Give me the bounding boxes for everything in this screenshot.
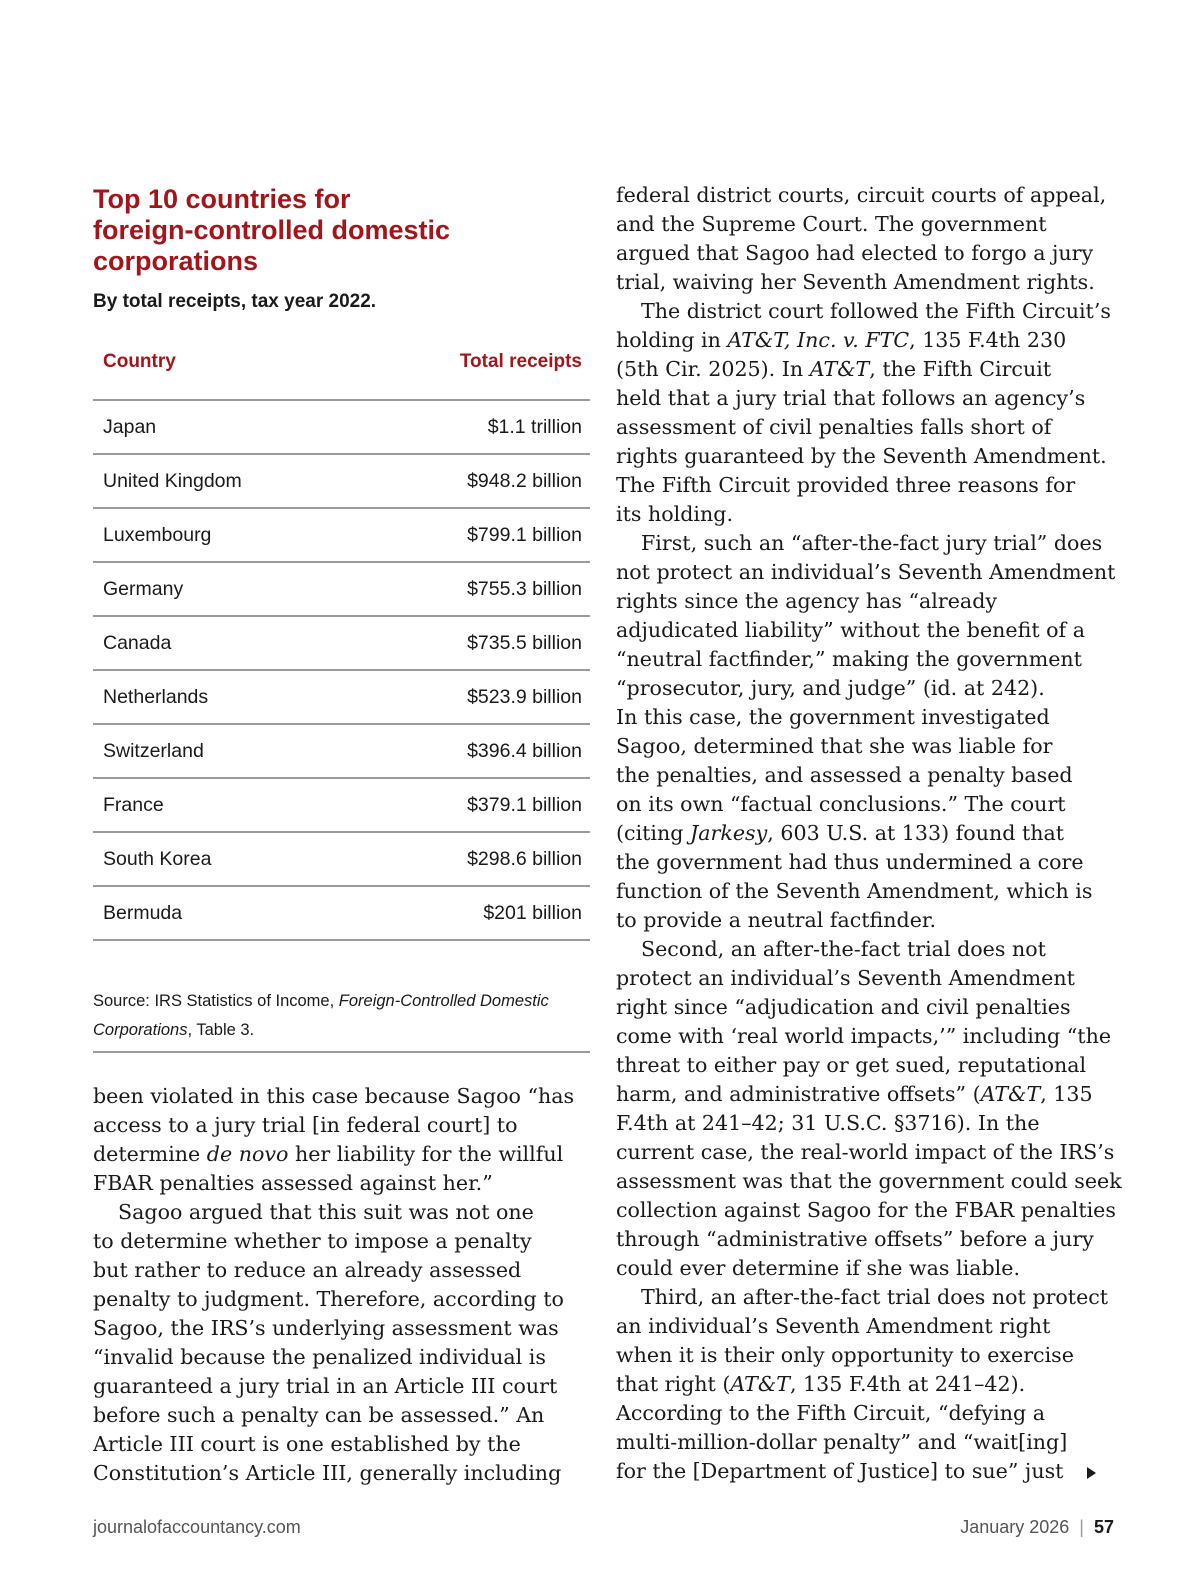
- text-line: rights since the agency has “already: [616, 589, 998, 613]
- text-line: federal district courts, circuit courts of appeal,: [616, 183, 1107, 207]
- sidebar-box: [93, 184, 590, 1053]
- receipts-cell: $948.2 billion: [355, 454, 590, 508]
- text-line: been violated in this case because Sagoo “has: [93, 1084, 575, 1108]
- text-line: The Fifth Circuit provided three reasons for: [616, 473, 1076, 497]
- table-header-row: [93, 343, 590, 400]
- text-line: Constitution’s Article III, generally including: [93, 1461, 562, 1485]
- column-header-receipts: Total receipts: [355, 343, 590, 400]
- text-line: for the [Department of Justice] to sue” just: [616, 1457, 1136, 1486]
- text-line: In this case, the government investigated: [616, 705, 1050, 729]
- text-line: on its own “factual conclusions.” The court: [616, 792, 1066, 816]
- continue-arrow-icon: [1087, 1467, 1096, 1479]
- text-line: argued that Sagoo had elected to forgo a jury: [616, 241, 1094, 265]
- footer-site-link[interactable]: journalofaccountancy.com: [93, 1517, 301, 1537]
- text-line: penalty to judgment. Therefore, according to: [93, 1287, 564, 1311]
- text-line: The district court followed the Fifth Circuit’s: [641, 299, 1111, 323]
- text-line: come with ‘real world impacts,’” including “the: [616, 1024, 1112, 1048]
- table-row: [93, 562, 590, 616]
- receipts-cell: $396.4 billion: [355, 724, 590, 778]
- source-prefix: Source: IRS Statistics of Income,: [93, 992, 339, 1010]
- footer-separator: |: [1079, 1517, 1084, 1537]
- source-title-part: Foreign-Controlled Domestic: [338, 992, 549, 1010]
- table-row: [93, 724, 590, 778]
- table-row: [93, 616, 590, 670]
- text-line: not protect an individual’s Seventh Amendment: [616, 560, 1116, 584]
- country-cell: Germany: [93, 562, 355, 616]
- country-cell: South Korea: [93, 832, 355, 886]
- text-line: Second, an after-the-fact trial does not: [641, 937, 1046, 961]
- text-line: (5th Cir. 2025). In AT&T, the Fifth Circuit: [616, 357, 1052, 381]
- text-line: First, such an “after-the-fact jury trial” does: [641, 531, 1103, 555]
- table-row: [93, 400, 590, 454]
- text-line: multi-million-dollar penalty” and “wait[ing]: [616, 1430, 1068, 1454]
- text-line: F.4th at 241–42; 31 U.S.C. §3716). In the: [616, 1111, 1040, 1135]
- text-line: Article III court is one established by the: [93, 1432, 521, 1456]
- right-column-text: [616, 181, 1136, 1486]
- text-line: function of the Seventh Amendment, which is: [616, 879, 1093, 903]
- text-line: assessment of civil penalties falls short of: [616, 415, 1052, 439]
- country-cell: France: [93, 778, 355, 832]
- sidebar-title-line: foreign-controlled domestic: [93, 215, 451, 245]
- country-cell: Japan: [93, 400, 355, 454]
- sidebar-title-line: corporations: [93, 246, 259, 276]
- country-cell: Luxembourg: [93, 508, 355, 562]
- text-line: could ever determine if she was liable.: [616, 1256, 1020, 1280]
- receipts-cell: $755.3 billion: [355, 562, 590, 616]
- receipts-cell: $523.9 billion: [355, 670, 590, 724]
- text-line: “prosecutor, jury, and judge” (id. at 242).: [616, 676, 1045, 700]
- text-line: held that a jury trial that follows an agency’s: [616, 386, 1086, 410]
- text-line: collection against Sagoo for the FBAR penalties: [616, 1198, 1116, 1222]
- text-line: harm, and administrative offsets” (AT&T, 135: [616, 1082, 1093, 1106]
- page-footer: [93, 1517, 1114, 1543]
- text-line: to determine whether to impose a penalty: [93, 1229, 532, 1253]
- text-line: to provide a neutral factfinder.: [616, 908, 937, 932]
- source-note: [93, 987, 590, 1053]
- text-line: trial, waiving her Seventh Amendment rights.: [616, 270, 1095, 294]
- text-line: before such a penalty can be assessed.” An: [93, 1403, 545, 1427]
- text-line: Sagoo, determined that she was liable for: [616, 734, 1053, 758]
- column-header-country: Country: [93, 343, 355, 400]
- text-line: Sagoo, the IRS’s underlying assessment was: [93, 1316, 559, 1340]
- footer-date-page: [960, 1517, 1114, 1538]
- country-cell: Canada: [93, 616, 355, 670]
- text-line: current case, the real-world impact of the IRS’s: [616, 1140, 1115, 1164]
- sidebar-title-line: Top 10 countries for: [93, 184, 351, 214]
- receipts-cell: $298.6 billion: [355, 832, 590, 886]
- table-row: [93, 508, 590, 562]
- text-line: “neutral factfinder,” making the government: [616, 647, 1082, 671]
- text-line: Third, an after-the-fact trial does not protect: [641, 1285, 1109, 1309]
- text-line: through “administrative offsets” before a jury: [616, 1227, 1094, 1251]
- text-line: right since “adjudication and civil penalties: [616, 995, 1071, 1019]
- text-line: According to the Fifth Circuit, “defying a: [616, 1401, 1045, 1425]
- page-number: 57: [1093, 1517, 1114, 1537]
- text-line: (citing Jarkesy, 603 U.S. at 133) found that: [616, 821, 1065, 845]
- text-line: rights guaranteed by the Seventh Amendment.: [616, 444, 1107, 468]
- table-row: [93, 670, 590, 724]
- country-cell: Switzerland: [93, 724, 355, 778]
- receipts-cell: $201 billion: [355, 886, 590, 940]
- table-row: [93, 454, 590, 508]
- text-line: and the Supreme Court. The government: [616, 212, 1047, 236]
- table-row: [93, 778, 590, 832]
- text-line: its holding.: [616, 502, 733, 526]
- receipts-cell: $735.5 billion: [355, 616, 590, 670]
- footer-date: January 2026: [960, 1517, 1070, 1537]
- sidebar-subtitle: By total receipts, tax year 2022.: [93, 291, 377, 312]
- text-line: an individual’s Seventh Amendment right: [616, 1314, 1051, 1338]
- text-line: Sagoo argued that this suit was not one: [118, 1200, 534, 1224]
- text-line: protect an individual’s Seventh Amendment: [616, 966, 1075, 990]
- text-line: assessment was that the government could seek: [616, 1169, 1122, 1193]
- text-line: threat to either pay or get sued, reputational: [616, 1053, 1087, 1077]
- text-line: guaranteed a jury trial in an Article III court: [93, 1374, 558, 1398]
- text-line: that right (AT&T, 135 F.4th at 241–42).: [616, 1372, 1026, 1396]
- text-line: “invalid because the penalized individual is: [93, 1345, 546, 1369]
- receipts-cell: $1.1 trillion: [355, 400, 590, 454]
- text-line: adjudicated liability” without the benefit of a: [616, 618, 1085, 642]
- text-line: the government had thus undermined a core: [616, 850, 1084, 874]
- text-line: when it is their only opportunity to exercise: [616, 1343, 1074, 1367]
- source-title-part: Corporations: [93, 1021, 188, 1039]
- country-cell: United Kingdom: [93, 454, 355, 508]
- table-row: [93, 832, 590, 886]
- receipts-table: [93, 343, 590, 941]
- left-column-text: [93, 1082, 593, 1488]
- sidebar-title: [93, 184, 590, 277]
- text-line: the penalties, and assessed a penalty based: [616, 763, 1073, 787]
- receipts-cell: $379.1 billion: [355, 778, 590, 832]
- text-line: access to a jury trial [in federal court] to: [93, 1113, 518, 1137]
- receipts-cell: $799.1 billion: [355, 508, 590, 562]
- source-suffix: , Table 3.: [187, 1021, 255, 1039]
- text-line: holding in AT&T, Inc. v. FTC, 135 F.4th 230: [616, 328, 1067, 352]
- text-line: but rather to reduce an already assessed: [93, 1258, 522, 1282]
- text-line: FBAR penalties assessed against her.”: [93, 1171, 493, 1195]
- text-line: determine de novo her liability for the willful: [93, 1142, 564, 1166]
- country-cell: Bermuda: [93, 886, 355, 940]
- table-row: [93, 886, 590, 940]
- country-cell: Netherlands: [93, 670, 355, 724]
